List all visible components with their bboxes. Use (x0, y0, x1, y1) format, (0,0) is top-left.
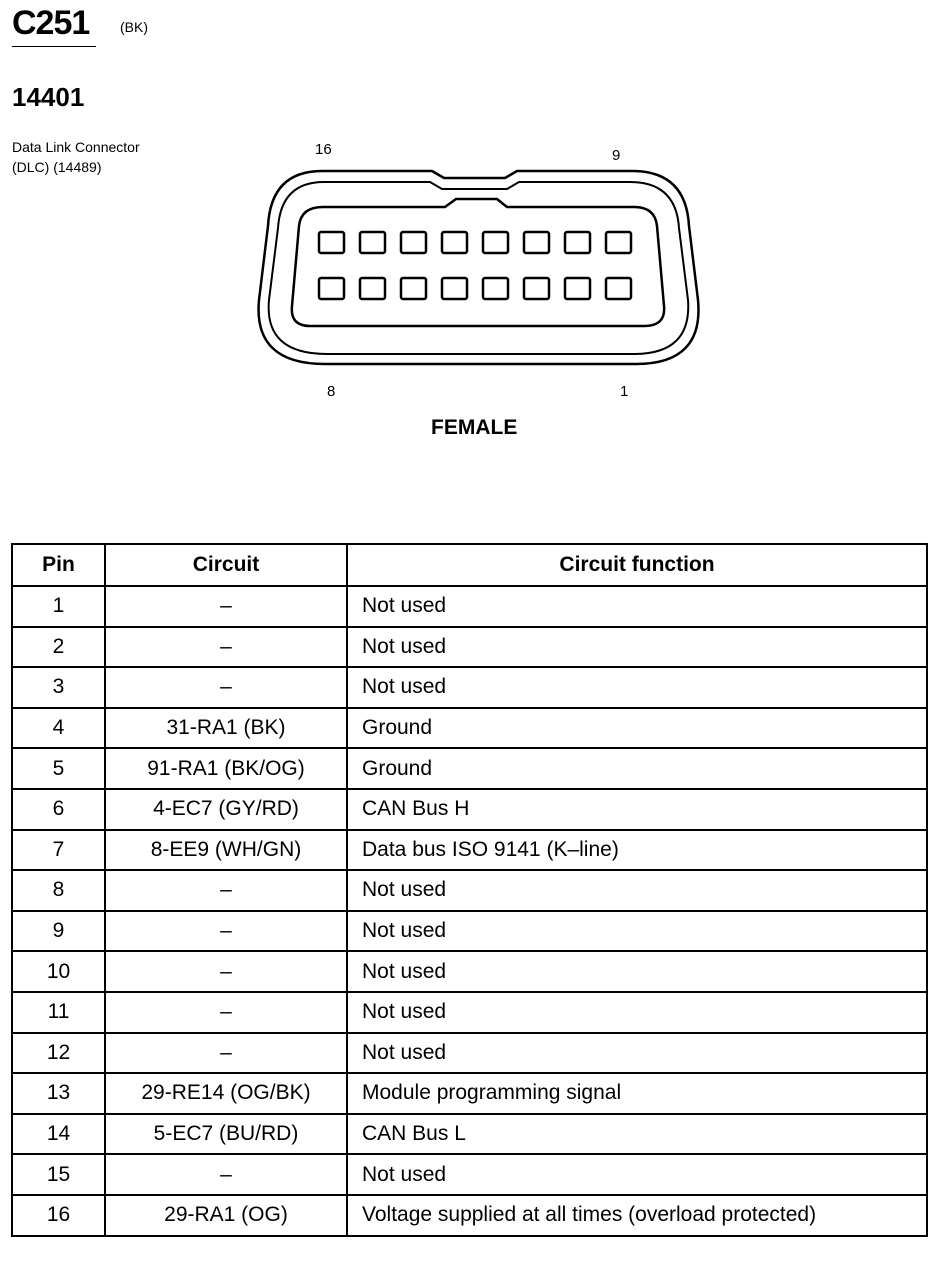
pin-cavity (401, 232, 426, 253)
table-row (12, 748, 927, 789)
table-row (12, 1114, 927, 1155)
pin-cell: 14 (12, 1114, 105, 1155)
pin-cavity (606, 232, 631, 253)
function-cell: Not used (347, 1033, 927, 1074)
function-cell: Ground (347, 748, 927, 789)
header-circuit: Circuit (105, 544, 347, 586)
function-cell: Not used (347, 911, 927, 952)
table-row (12, 1195, 927, 1236)
table-row (12, 992, 927, 1033)
table-row (12, 586, 927, 627)
pin-cell: 1 (12, 586, 105, 627)
connector-color-code: (BK) (120, 19, 148, 35)
table-row (12, 667, 927, 708)
header-circuit-function: Circuit function (347, 544, 927, 586)
pin-cavity (565, 232, 590, 253)
function-cell: Ground (347, 708, 927, 749)
function-cell: Not used (347, 586, 927, 627)
table-row (12, 627, 927, 668)
table-row (12, 708, 927, 749)
pin-cell: 6 (12, 789, 105, 830)
table-row (12, 830, 927, 871)
pinout-table (11, 543, 928, 1237)
pin-cell: 4 (12, 708, 105, 749)
function-cell: Not used (347, 627, 927, 668)
pin-cell: 3 (12, 667, 105, 708)
table-header-row (12, 544, 927, 586)
pin-cavity (319, 232, 344, 253)
circuit-cell: – (105, 870, 347, 911)
pin-cell: 9 (12, 911, 105, 952)
connector-cavity (292, 199, 664, 326)
circuit-cell: 29-RE14 (OG/BK) (105, 1073, 347, 1114)
pin-cavity (401, 278, 426, 299)
connector-diagram (0, 0, 938, 470)
pin-cavity (565, 278, 590, 299)
function-cell: Data bus ISO 9141 (K–line) (347, 830, 927, 871)
table-row (12, 951, 927, 992)
pin-cavity (442, 232, 467, 253)
circuit-cell: 5-EC7 (BU/RD) (105, 1114, 347, 1155)
table-row (12, 870, 927, 911)
pin-cell: 15 (12, 1154, 105, 1195)
table-row (12, 911, 927, 952)
pin-cell: 12 (12, 1033, 105, 1074)
header-pin: Pin (12, 544, 105, 586)
circuit-cell: 8-EE9 (WH/GN) (105, 830, 347, 871)
function-cell: Voltage supplied at all times (overload protected) (347, 1195, 927, 1236)
table-row (12, 1073, 927, 1114)
pin-cell: 11 (12, 992, 105, 1033)
pin-cavity (442, 278, 467, 299)
circuit-cell: – (105, 667, 347, 708)
pin-cavity (360, 232, 385, 253)
pin-cavity (606, 278, 631, 299)
function-cell: CAN Bus L (347, 1114, 927, 1155)
pin-label-8: 8 (327, 383, 336, 400)
description-line-2: (DLC) (14489) (12, 159, 102, 175)
pin-cavity (483, 278, 508, 299)
pin-label-1: 1 (620, 383, 629, 400)
circuit-cell: – (105, 627, 347, 668)
gender-label: FEMALE (431, 416, 518, 439)
table-row (12, 1033, 927, 1074)
function-cell: Not used (347, 992, 927, 1033)
connector-id: C251 (12, 4, 90, 42)
pin-cell: 10 (12, 951, 105, 992)
pin-cell: 16 (12, 1195, 105, 1236)
pin-cavity (483, 232, 508, 253)
function-cell: Not used (347, 1154, 927, 1195)
circuit-cell: – (105, 992, 347, 1033)
pin-cavity (524, 278, 549, 299)
circuit-cell: 29-RA1 (OG) (105, 1195, 347, 1236)
table-row (12, 1154, 927, 1195)
pin-row-bottom (319, 278, 631, 299)
function-cell: Not used (347, 870, 927, 911)
pin-label-9: 9 (612, 147, 621, 164)
function-cell: Not used (347, 951, 927, 992)
pin-cell: 8 (12, 870, 105, 911)
circuit-cell: 91-RA1 (BK/OG) (105, 748, 347, 789)
circuit-cell: – (105, 586, 347, 627)
function-cell: Not used (347, 667, 927, 708)
pin-cavity (319, 278, 344, 299)
pin-cell: 13 (12, 1073, 105, 1114)
table-row (12, 789, 927, 830)
function-cell: Module programming signal (347, 1073, 927, 1114)
circuit-cell: – (105, 1154, 347, 1195)
pin-cavity (360, 278, 385, 299)
pin-row-top (319, 232, 631, 253)
pin-label-16: 16 (315, 141, 332, 158)
pin-cavity (524, 232, 549, 253)
pin-cell: 5 (12, 748, 105, 789)
circuit-cell: 4-EC7 (GY/RD) (105, 789, 347, 830)
circuit-cell: – (105, 1033, 347, 1074)
circuit-cell: – (105, 911, 347, 952)
pin-cell: 2 (12, 627, 105, 668)
circuit-cell: – (105, 951, 347, 992)
part-number: 14401 (12, 82, 85, 112)
circuit-cell: 31-RA1 (BK) (105, 708, 347, 749)
pin-cell: 7 (12, 830, 105, 871)
function-cell: CAN Bus H (347, 789, 927, 830)
description-line-1: Data Link Connector (12, 139, 140, 155)
